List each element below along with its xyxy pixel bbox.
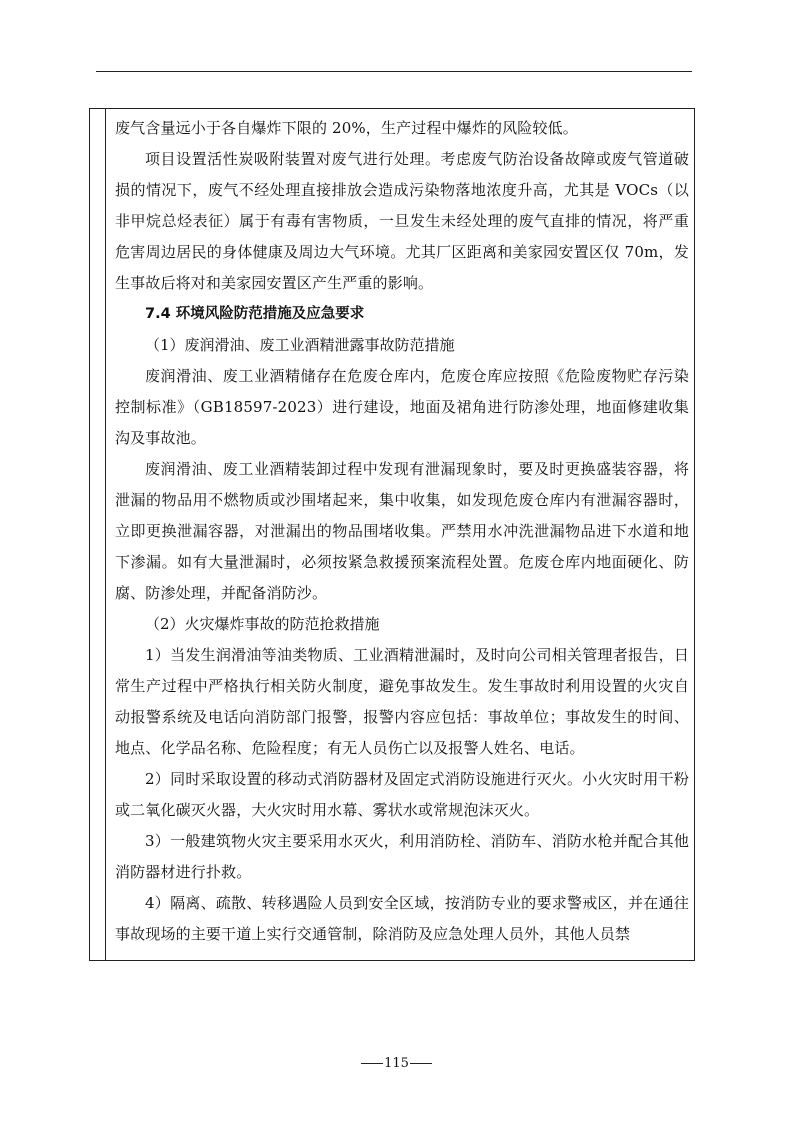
paragraph-step-1: 1）当发生润滑油等油类物质、工业酒精泄漏时，及时向公司相关管理者报告，日常生产过程中严格执行相关防火制度，避免事故发生。发生事故时利用设置的火灾自动报警系统及电话向消防部门报警，报警内容应包括：事故单位；事故发生的时间、地点、化学品名称、危险程度；有无人员伤亡以及报警人姓名、电话。 [115,646,689,757]
paragraph-storage: 废润滑油、废工业酒精储存在危废仓库内，危废仓库应按照《危险废物贮存污染控制标准》（GB18597-2023）进行建设，地面及裙角进行防渗处理，地面修建收集沟及事故池。 [115,367,689,447]
document-body [115,113,689,950]
paragraph-step-3: 3）一般建筑物火灾主要采用水灭火，利用消防栓、消防车、消防水枪并配合其他消防器材进行扑救。 [115,832,689,881]
paragraph-activated-carbon: 项目设置活性炭吸附装置对废气进行处理。考虑废气防治设备故障或废气管道破损的情况下，废气不经处理直接排放会造成污染物落地浓度升高，尤其是 VOCs（以非甲烷总烃表征）属于有毒有害物质，一旦发生未经处理的废气直排的情况，将严重危害周边居民的身体健康及周边大气环境。尤其厂区距离和美家园安置区仅 70m，发生事故后将对和美家园安置区产生严重的影响。 [115,150,689,292]
paragraph-step-4: 4）隔离、疏散、转移遇险人员到安全区域，按消防专业的要求警戒区，并在通往事故现场的主要干道上实行交通管制，除消防及应急处理人员外，其他人员禁 [115,894,689,943]
page-number: 115 [384,1056,409,1071]
footer-dash-left [361,1063,383,1064]
subheading-fire-explosion: （2）火灾爆炸事故的防范抢救措施 [145,615,380,633]
header-rule [96,71,692,72]
footer-dash-right [410,1063,432,1064]
section-heading: 7.4 环境风险防范措施及应急要求 [145,306,365,322]
paragraph-leak-handling: 废润滑油、废工业酒精装卸过程中发现有泄漏现象时，要及时更换盛装容器，将泄漏的物品用不燃物质或沙围堵起来，集中收集，如发现危废仓库内有泄漏容器时，立即更换泄漏容器，对泄漏出的物品围堵收集。严禁用水冲洗泄漏物品进下水道和地下渗漏。如有大量泄漏时，必须按紧急救援预案流程处置。危废仓库内地面硬化、防腐、防渗处理，并配备消防沙。 [115,460,689,602]
paragraph-step-2: 2）同时采取设置的移动式消防器材及固定式消防设施进行灭火。小火灾时用干粉或二氧化碳灭火器，大火灾时用水幕、雾状水或常规泡沫灭火。 [115,770,689,819]
table-column-divider [105,108,106,961]
subheading-leak-prevention: （1）废润滑油、废工业酒精泄露事故防范措施 [145,336,455,354]
paragraph-explosion-risk: 废气含量远小于各自爆炸下限的 20%，生产过程中爆炸的风险较低。 [115,119,578,137]
page-footer [0,1056,793,1071]
